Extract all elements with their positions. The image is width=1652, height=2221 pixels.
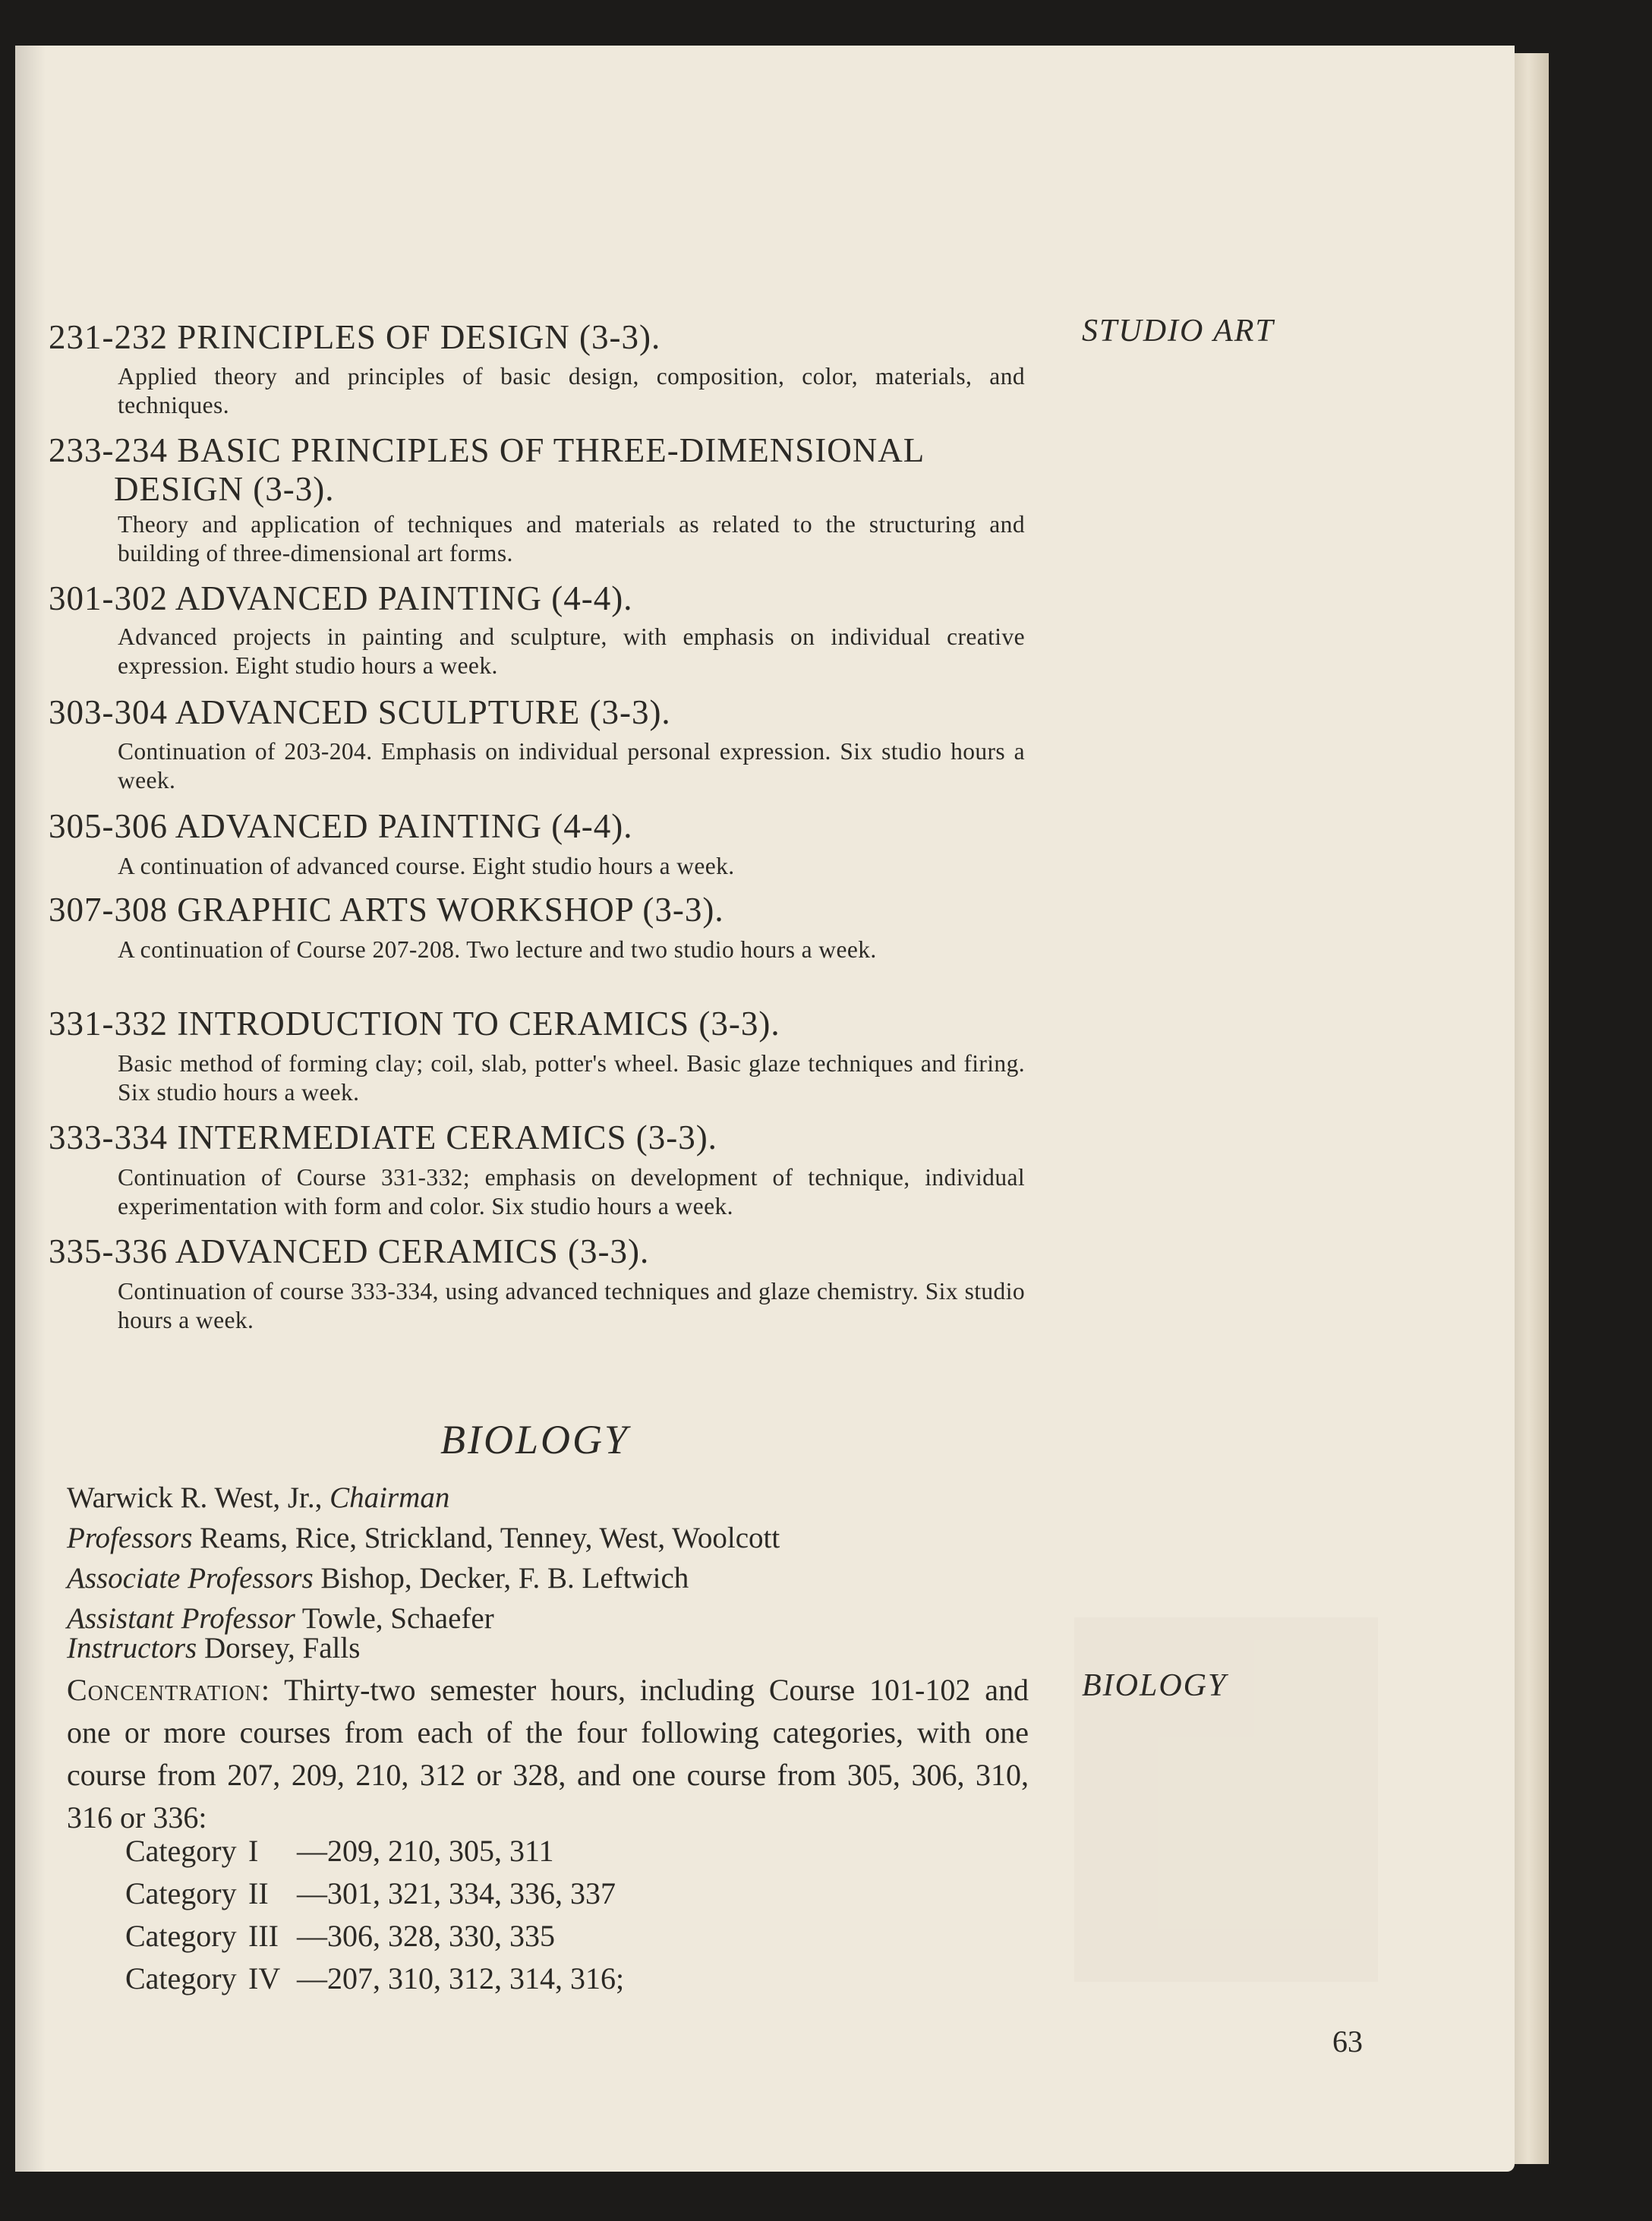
course-description: Continuation of course 333-334, using advanced techniques and glaze chemistry. Six studio hours a week. (118, 1278, 1025, 1333)
faculty-role: Instructors (67, 1632, 197, 1664)
faculty-associate-professors (67, 1561, 689, 1595)
course-description: Applied theory and principles of basic design, composition, color, materials, and techniques. (118, 363, 1025, 418)
faculty-role: Chairman (329, 1481, 450, 1514)
category-courses: —207, 310, 312, 314, 316; (297, 1961, 625, 1995)
spine-shadow (15, 46, 46, 2172)
concentration-label: Concentration: (67, 1673, 270, 1707)
course-description: Continuation of Course 331-332; emphasis on development of technique, individual experimentation with form and color. Six studio hours a week. (118, 1164, 1025, 1219)
faculty-professors (67, 1521, 780, 1555)
course-description: A continuation of Course 207-208. Two lecture and two studio hours a week. (118, 936, 877, 963)
course-title: 303-304 ADVANCED SCULPTURE (3-3). (49, 693, 671, 731)
course-title: 301-302 ADVANCED PAINTING (4-4). (49, 579, 633, 617)
course-title: 305-306 ADVANCED PAINTING (4-4). (49, 807, 633, 845)
category-numeral: II (248, 1876, 269, 1910)
course-description: Continuation of 203-204. Emphasis on individual personal expression. Six studio hours a week. (118, 738, 1025, 793)
category-row (125, 1830, 624, 1872)
faculty-names: Towle, Schaefer (301, 1602, 494, 1635)
category-label: Category (125, 1876, 237, 1910)
course-description: Theory and application of techniques and materials as related to the structuring and building of three-dimensional art forms. (118, 511, 1025, 566)
course-description: Advanced projects in painting and sculpture, with emphasis on individual creative expression. Eight studio hours a week. (118, 623, 1025, 679)
concentration-paragraph (67, 1669, 1029, 1839)
concentration-text: Thirty-two semester hours, including Course 101-102 and one or more courses from each of the four following categories, with one course from 207, 209, 210, 312 or 328, and one course from 305, 306, 310, 316 or 336: (67, 1673, 1029, 1835)
category-row (125, 1958, 624, 2000)
category-numeral: III (248, 1919, 279, 1953)
course-description: A continuation of advanced course. Eight studio hours a week. (118, 853, 735, 879)
category-list (125, 1830, 624, 2000)
faculty-instructors (67, 1631, 360, 1665)
studio-art-margin-heading: STUDIO ART (1082, 314, 1275, 349)
faculty-names: Reams, Rice, Strickland, Tenney, West, Woolcott (200, 1522, 780, 1554)
course-title: 307-308 GRAPHIC ARTS WORKSHOP (3-3). (49, 891, 724, 929)
course-title-continued: DESIGN (3-3). (114, 470, 335, 508)
category-row (125, 1915, 624, 1958)
section-title: BIOLOGY (440, 1417, 630, 1462)
course-title: 231-232 PRINCIPLES OF DESIGN (3-3). (49, 318, 661, 356)
faculty-role: Professors (67, 1522, 193, 1554)
category-numeral: I (248, 1834, 259, 1868)
faculty-chairman (67, 1481, 449, 1515)
category-numeral: IV (248, 1961, 281, 1995)
category-label: Category (125, 1834, 237, 1868)
course-title: 335-336 ADVANCED CERAMICS (3-3). (49, 1232, 650, 1270)
category-label: Category (125, 1919, 237, 1953)
page-number: 63 (1332, 2024, 1363, 2059)
faculty-names: Bishop, Decker, F. B. Leftwich (320, 1562, 689, 1595)
page-edge (1515, 53, 1549, 2164)
biology-margin-heading: BIOLOGY (1082, 1668, 1228, 1703)
category-courses: —301, 321, 334, 336, 337 (297, 1876, 616, 1910)
course-title: 331-332 INTRODUCTION TO CERAMICS (3-3). (49, 1005, 780, 1043)
course-description: Basic method of forming clay; coil, slab, potter's wheel. Basic glaze techniques and firing. Six studio hours a week. (118, 1050, 1025, 1106)
category-courses: —209, 210, 305, 311 (297, 1834, 554, 1868)
faculty-names: Dorsey, Falls (203, 1632, 361, 1664)
category-courses: —306, 328, 330, 335 (297, 1919, 555, 1953)
course-title: 233-234 BASIC PRINCIPLES OF THREE-DIMENSIONAL (49, 431, 925, 469)
course-title: 333-334 INTERMEDIATE CERAMICS (3-3). (49, 1118, 717, 1156)
faculty-role: Associate Professors (67, 1562, 314, 1595)
faculty-role: Assistant Professor (67, 1602, 295, 1635)
category-row (125, 1872, 624, 1915)
category-label: Category (125, 1961, 237, 1995)
faculty-name: Warwick R. West, Jr., (67, 1481, 323, 1514)
